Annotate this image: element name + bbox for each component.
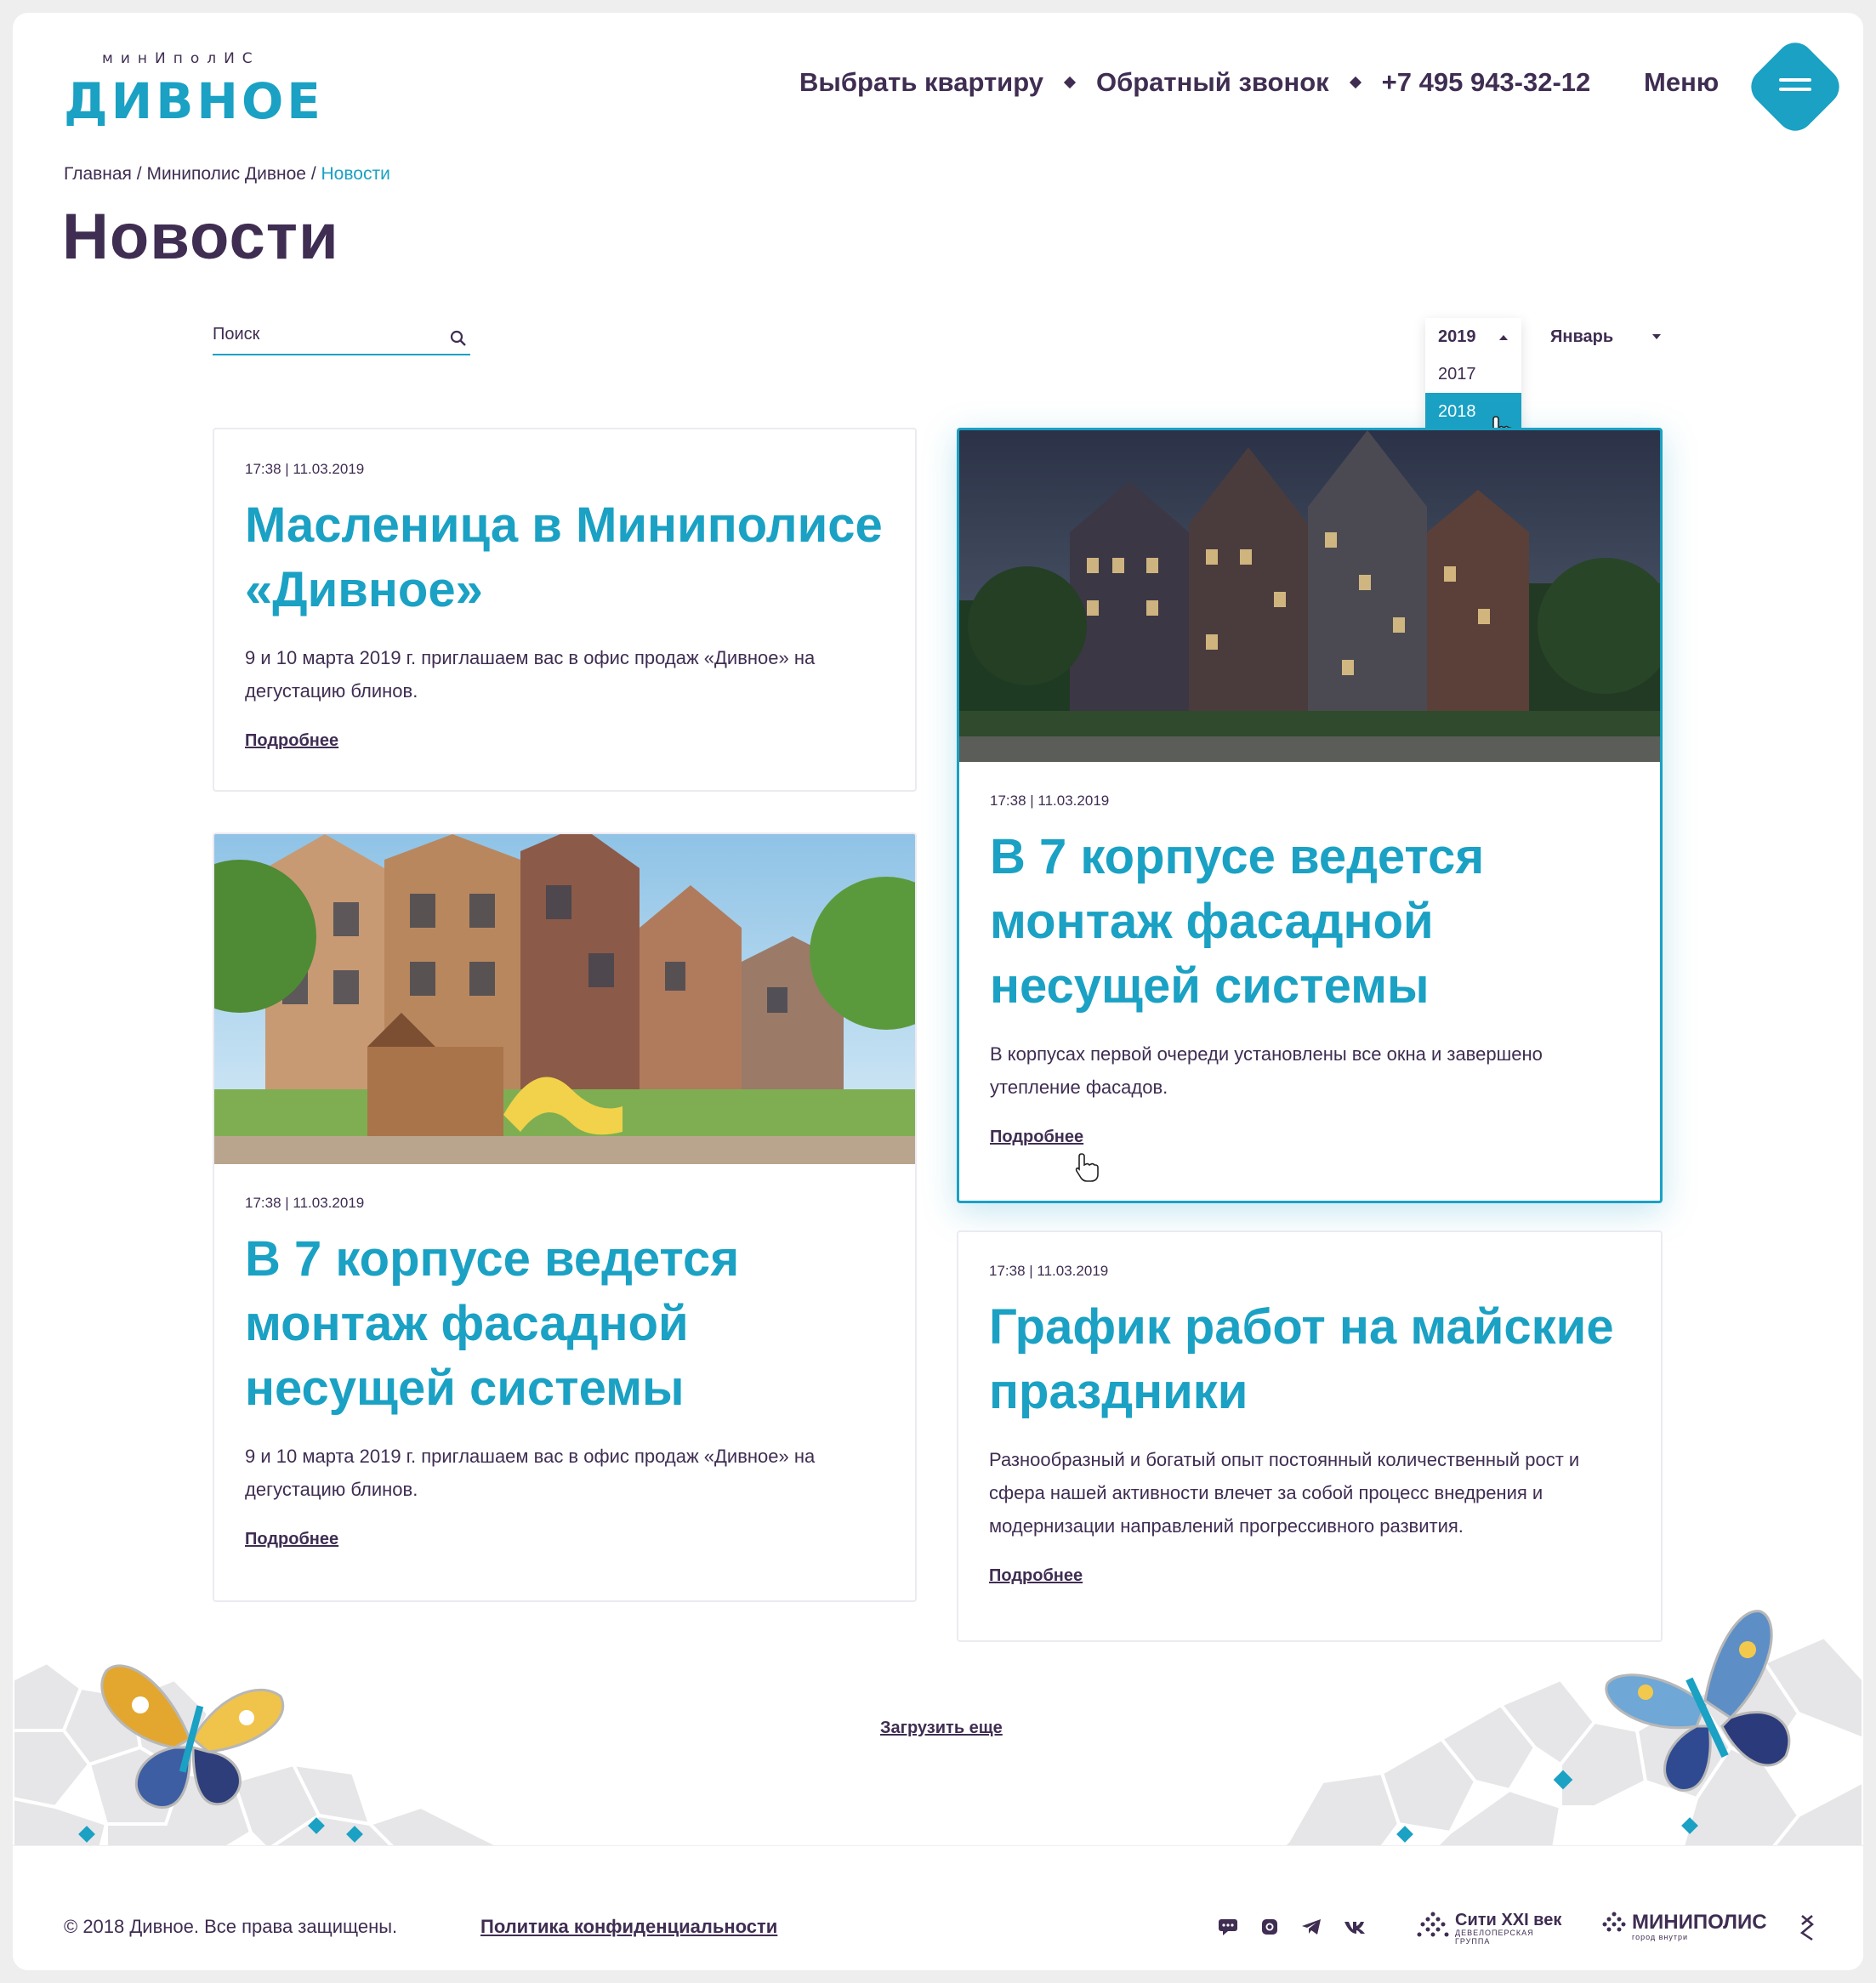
news-excerpt: 9 и 10 марта 2019 г. приглашаем вас в офис продаж «Дивное» на дегустацию блинов.	[245, 647, 816, 702]
news-date: 17:38 | 11.03.2019	[990, 793, 1110, 809]
partner-logo-minipolis[interactable]	[1601, 1911, 1767, 1941]
logo[interactable]	[64, 38, 324, 130]
nav-callback[interactable]: Обратный звонок	[1095, 67, 1329, 97]
news-photo	[959, 430, 1660, 762]
month-select[interactable]	[1550, 318, 1669, 355]
footer	[13, 1845, 1863, 1970]
news-title[interactable]: В 7 корпусе ведется монтаж фасадной несущей системы	[990, 829, 1485, 1014]
menu-label[interactable]: Меню	[1644, 67, 1720, 97]
news-date: 17:38 | 11.03.2019	[989, 1263, 1109, 1279]
butterfly-icon	[89, 1645, 293, 1815]
news-date: 17:38 | 11.03.2019	[245, 1195, 365, 1211]
chevron-up-icon	[1499, 335, 1508, 340]
search-box	[213, 325, 470, 355]
partner-name: МИНИПОЛИС	[1632, 1911, 1767, 1934]
breadcrumb-project[interactable]: Миниполис Дивное	[146, 164, 306, 184]
vk-icon[interactable]	[1344, 1918, 1366, 1936]
social-links	[1218, 1918, 1366, 1936]
dots-cluster-icon	[1601, 1911, 1627, 1936]
news-title[interactable]: Масленица в Миниполисе «Дивное»	[245, 497, 883, 617]
nav-choose-apartment[interactable]: Выбрать квартиру	[799, 67, 1043, 97]
telegram-icon[interactable]	[1301, 1918, 1322, 1936]
year-select-current[interactable]: 2019	[1425, 318, 1521, 355]
partner-name: Сити XXI век	[1455, 1911, 1562, 1929]
nav-phone[interactable]: +7 495 943-32-12	[1381, 67, 1591, 97]
breadcrumb-current: Новости	[321, 164, 390, 184]
news-photo	[214, 834, 915, 1164]
butterfly-icon	[1595, 1599, 1807, 1811]
page-frame	[13, 13, 1863, 1970]
news-card[interactable]	[957, 1230, 1663, 1642]
news-more-link[interactable]: Подробнее	[989, 1566, 1083, 1585]
logo-title: ДИВНОЕ	[64, 72, 324, 130]
news-title[interactable]: График работ на майские праздники	[989, 1299, 1614, 1419]
chevron-down-icon	[1652, 334, 1661, 339]
year-option-highlighted[interactable]: 2018	[1425, 393, 1521, 430]
news-card[interactable]	[213, 832, 917, 1602]
news-more-link[interactable]: Подробнее	[245, 731, 339, 750]
nav-separator	[1350, 77, 1362, 88]
search-icon[interactable]	[450, 330, 467, 347]
year-option[interactable]: 2017	[1438, 365, 1476, 384]
news-more-link[interactable]: Подробнее	[990, 1128, 1084, 1146]
news-more-link[interactable]: Подробнее	[245, 1530, 339, 1548]
news-excerpt: Разнообразный и богатый опыт постоянный количественный рост и сфера нашей активности влечет за собой процесс внедрения и модернизации направлений прогрессивного развития.	[989, 1449, 1580, 1537]
news-card[interactable]	[213, 428, 917, 792]
logo-subtitle: минИполИС	[102, 50, 260, 67]
partner-logo-city21[interactable]	[1416, 1911, 1561, 1946]
load-more-link[interactable]: Загрузить еще	[880, 1719, 1003, 1737]
instagram-icon[interactable]	[1260, 1918, 1279, 1936]
nav-separator	[1064, 77, 1076, 88]
top-nav	[799, 67, 1590, 98]
copyright: © 2018 Дивное. Все права защищены.	[64, 1916, 398, 1937]
news-excerpt: В корпусах первой очереди установлены все окна и завершено утепление фасадов.	[990, 1043, 1543, 1098]
news-date: 17:38 | 11.03.2019	[245, 461, 365, 477]
menu-button[interactable]	[1743, 35, 1847, 139]
privacy-policy-link[interactable]: Политика конфиденциальности	[480, 1916, 778, 1937]
partner-sub: ДЕВЕЛОПЕРСКАЯ ГРУППА	[1455, 1929, 1534, 1946]
hamburger-icon	[1779, 71, 1811, 103]
search-input[interactable]	[213, 325, 425, 344]
dots-cluster-icon	[1416, 1911, 1450, 1940]
studio-logo-icon[interactable]	[1799, 1914, 1816, 1941]
chat-icon[interactable]	[1218, 1918, 1238, 1936]
news-card-active[interactable]	[957, 428, 1663, 1203]
page-title: Новости	[62, 201, 339, 273]
news-title[interactable]: В 7 корпусе ведется монтаж фасадной несущей системы	[245, 1231, 740, 1416]
breadcrumb-home[interactable]: Главная	[64, 164, 132, 184]
partner-sub: город внутри	[1632, 1933, 1689, 1941]
breadcrumb: Главная / Миниполис Дивное / Новости	[64, 164, 390, 184]
month-select-value: Январь	[1550, 327, 1614, 346]
news-excerpt: 9 и 10 марта 2019 г. приглашаем вас в офис продаж «Дивное» на дегустацию блинов.	[245, 1446, 816, 1500]
